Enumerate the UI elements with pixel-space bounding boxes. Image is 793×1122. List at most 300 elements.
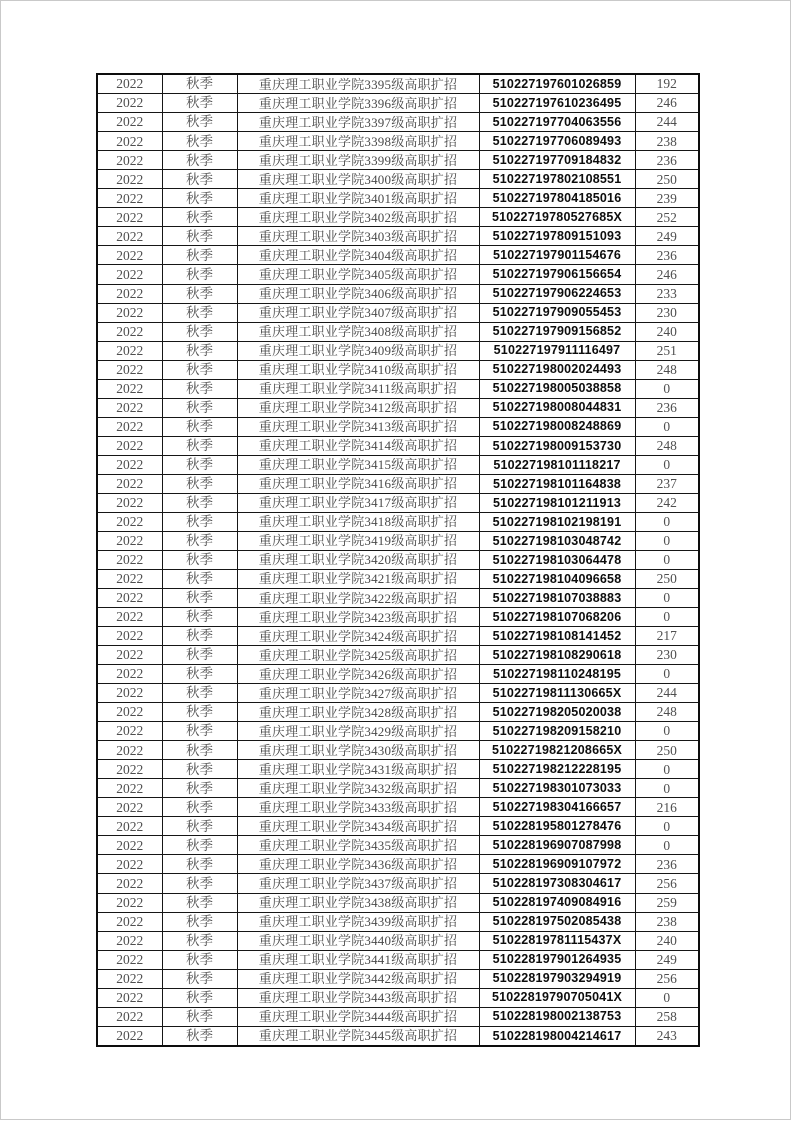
class-name-cell: 重庆理工职业学院3399级高职扩招 — [237, 151, 479, 170]
id-number-cell: 510228197903294919 — [479, 969, 635, 988]
id-number-cell: 510227198002024493 — [479, 360, 635, 379]
id-number-cell: 510227198101211913 — [479, 493, 635, 512]
season-cell: 秋季 — [162, 208, 237, 227]
class-name-cell: 重庆理工职业学院3435级高职扩招 — [237, 836, 479, 855]
id-number-cell: 510227197911116497 — [479, 341, 635, 360]
table-row — [97, 836, 699, 855]
score-cell: 0 — [635, 760, 699, 779]
score-cell: 0 — [635, 379, 699, 398]
id-number-cell: 510227197909156852 — [479, 322, 635, 341]
table-row — [97, 931, 699, 950]
season-cell: 秋季 — [162, 531, 237, 550]
id-number-cell: 510228197502085438 — [479, 912, 635, 931]
table-row — [97, 246, 699, 265]
year-cell: 2022 — [97, 474, 162, 493]
year-cell: 2022 — [97, 493, 162, 512]
year-cell: 2022 — [97, 684, 162, 703]
score-cell: 236 — [635, 855, 699, 874]
season-cell: 秋季 — [162, 360, 237, 379]
score-cell: 249 — [635, 227, 699, 246]
table-row — [97, 646, 699, 665]
table-row — [97, 132, 699, 151]
season-cell: 秋季 — [162, 950, 237, 969]
score-cell: 0 — [635, 417, 699, 436]
class-name-cell: 重庆理工职业学院3412级高职扩招 — [237, 398, 479, 417]
id-number-cell: 510227198101164838 — [479, 474, 635, 493]
season-cell: 秋季 — [162, 151, 237, 170]
year-cell: 2022 — [97, 436, 162, 455]
table-row — [97, 741, 699, 760]
score-cell: 246 — [635, 94, 699, 113]
season-cell: 秋季 — [162, 779, 237, 798]
year-cell: 2022 — [97, 950, 162, 969]
score-cell: 236 — [635, 246, 699, 265]
class-name-cell: 重庆理工职业学院3421级高职扩招 — [237, 569, 479, 588]
id-number-cell: 510228198002138753 — [479, 1007, 635, 1026]
id-number-cell: 510227198212228195 — [479, 760, 635, 779]
score-cell: 230 — [635, 646, 699, 665]
year-cell: 2022 — [97, 531, 162, 550]
score-cell: 256 — [635, 874, 699, 893]
season-cell: 秋季 — [162, 550, 237, 569]
class-name-cell: 重庆理工职业学院3422级高职扩招 — [237, 589, 479, 608]
season-cell: 秋季 — [162, 646, 237, 665]
class-name-cell: 重庆理工职业学院3416级高职扩招 — [237, 474, 479, 493]
season-cell: 秋季 — [162, 988, 237, 1007]
score-cell: 0 — [635, 836, 699, 855]
score-cell: 248 — [635, 360, 699, 379]
id-number-cell: 510227197906224653 — [479, 284, 635, 303]
score-cell: 0 — [635, 665, 699, 684]
score-cell: 248 — [635, 436, 699, 455]
year-cell: 2022 — [97, 1026, 162, 1046]
score-cell: 244 — [635, 684, 699, 703]
table-row — [97, 493, 699, 512]
table-row — [97, 817, 699, 836]
table-row — [97, 208, 699, 227]
score-cell: 246 — [635, 265, 699, 284]
season-cell: 秋季 — [162, 912, 237, 931]
class-name-cell: 重庆理工职业学院3444级高职扩招 — [237, 1007, 479, 1026]
table-row — [97, 303, 699, 322]
season-cell: 秋季 — [162, 265, 237, 284]
score-cell: 0 — [635, 455, 699, 474]
season-cell: 秋季 — [162, 722, 237, 741]
score-cell: 233 — [635, 284, 699, 303]
score-cell: 0 — [635, 608, 699, 627]
table-row — [97, 360, 699, 379]
score-cell: 240 — [635, 931, 699, 950]
score-cell: 248 — [635, 703, 699, 722]
table-row — [97, 722, 699, 741]
season-cell: 秋季 — [162, 132, 237, 151]
season-cell: 秋季 — [162, 608, 237, 627]
year-cell: 2022 — [97, 208, 162, 227]
id-number-cell: 510227197704063556 — [479, 113, 635, 132]
id-number-cell: 510228196909107972 — [479, 855, 635, 874]
season-cell: 秋季 — [162, 170, 237, 189]
results-table — [96, 73, 700, 1047]
season-cell: 秋季 — [162, 303, 237, 322]
table-row — [97, 684, 699, 703]
year-cell: 2022 — [97, 836, 162, 855]
table-row — [97, 512, 699, 531]
table-row — [97, 227, 699, 246]
class-name-cell: 重庆理工职业学院3417级高职扩招 — [237, 493, 479, 512]
class-name-cell: 重庆理工职业学院3398级高职扩招 — [237, 132, 479, 151]
score-cell: 256 — [635, 969, 699, 988]
table-row — [97, 969, 699, 988]
year-cell: 2022 — [97, 779, 162, 798]
id-number-cell: 510227198108290618 — [479, 646, 635, 665]
id-number-cell: 510227197610236495 — [479, 94, 635, 113]
score-cell: 0 — [635, 589, 699, 608]
season-cell: 秋季 — [162, 703, 237, 722]
season-cell: 秋季 — [162, 284, 237, 303]
score-cell: 251 — [635, 341, 699, 360]
season-cell: 秋季 — [162, 227, 237, 246]
season-cell: 秋季 — [162, 589, 237, 608]
results-table-body — [97, 74, 699, 1046]
season-cell: 秋季 — [162, 931, 237, 950]
year-cell: 2022 — [97, 722, 162, 741]
table-row — [97, 265, 699, 284]
year-cell: 2022 — [97, 817, 162, 836]
table-row — [97, 1026, 699, 1046]
year-cell: 2022 — [97, 341, 162, 360]
table-row — [97, 779, 699, 798]
class-name-cell: 重庆理工职业学院3431级高职扩招 — [237, 760, 479, 779]
id-number-cell: 510227198103064478 — [479, 550, 635, 569]
year-cell: 2022 — [97, 855, 162, 874]
year-cell: 2022 — [97, 988, 162, 1007]
year-cell: 2022 — [97, 589, 162, 608]
table-row — [97, 703, 699, 722]
id-number-cell: 510227198205020038 — [479, 703, 635, 722]
id-number-cell: 510227197802108551 — [479, 170, 635, 189]
year-cell: 2022 — [97, 417, 162, 436]
class-name-cell: 重庆理工职业学院3427级高职扩招 — [237, 684, 479, 703]
table-row — [97, 608, 699, 627]
year-cell: 2022 — [97, 931, 162, 950]
table-row — [97, 113, 699, 132]
score-cell: 216 — [635, 798, 699, 817]
id-number-cell: 51022819781115437X — [479, 931, 635, 950]
id-number-cell: 510227198304166657 — [479, 798, 635, 817]
season-cell: 秋季 — [162, 855, 237, 874]
score-cell: 0 — [635, 550, 699, 569]
table-row — [97, 874, 699, 893]
class-name-cell: 重庆理工职业学院3401级高职扩招 — [237, 189, 479, 208]
class-name-cell: 重庆理工职业学院3425级高职扩招 — [237, 646, 479, 665]
id-number-cell: 510227198209158210 — [479, 722, 635, 741]
table-row — [97, 550, 699, 569]
year-cell: 2022 — [97, 912, 162, 931]
score-cell: 259 — [635, 893, 699, 912]
id-number-cell: 510227197909055453 — [479, 303, 635, 322]
table-row — [97, 760, 699, 779]
table-row — [97, 74, 699, 94]
class-name-cell: 重庆理工职业学院3418级高职扩招 — [237, 512, 479, 531]
score-cell: 242 — [635, 493, 699, 512]
table-row — [97, 1007, 699, 1026]
year-cell: 2022 — [97, 94, 162, 113]
year-cell: 2022 — [97, 132, 162, 151]
score-cell: 252 — [635, 208, 699, 227]
id-number-cell: 510228197308304617 — [479, 874, 635, 893]
year-cell: 2022 — [97, 284, 162, 303]
season-cell: 秋季 — [162, 893, 237, 912]
table-row — [97, 455, 699, 474]
id-number-cell: 510227198102198191 — [479, 512, 635, 531]
table-row — [97, 189, 699, 208]
table-row — [97, 151, 699, 170]
table-row — [97, 589, 699, 608]
season-cell: 秋季 — [162, 455, 237, 474]
class-name-cell: 重庆理工职业学院3441级高职扩招 — [237, 950, 479, 969]
table-row — [97, 950, 699, 969]
score-cell: 230 — [635, 303, 699, 322]
season-cell: 秋季 — [162, 189, 237, 208]
table-row — [97, 474, 699, 493]
id-number-cell: 51022819790705041X — [479, 988, 635, 1007]
score-cell: 236 — [635, 151, 699, 170]
season-cell: 秋季 — [162, 665, 237, 684]
table-row — [97, 379, 699, 398]
year-cell: 2022 — [97, 151, 162, 170]
class-name-cell: 重庆理工职业学院3411级高职扩招 — [237, 379, 479, 398]
class-name-cell: 重庆理工职业学院3439级高职扩招 — [237, 912, 479, 931]
id-number-cell: 510227198301073033 — [479, 779, 635, 798]
id-number-cell: 510227197601026859 — [479, 74, 635, 94]
id-number-cell: 510228197409084916 — [479, 893, 635, 912]
class-name-cell: 重庆理工职业学院3436级高职扩招 — [237, 855, 479, 874]
table-row — [97, 170, 699, 189]
table-row — [97, 417, 699, 436]
score-cell: 239 — [635, 189, 699, 208]
year-cell: 2022 — [97, 550, 162, 569]
table-row — [97, 94, 699, 113]
class-name-cell: 重庆理工职业学院3443级高职扩招 — [237, 988, 479, 1007]
class-name-cell: 重庆理工职业学院3414级高职扩招 — [237, 436, 479, 455]
score-cell: 0 — [635, 779, 699, 798]
id-number-cell: 51022719780527685X — [479, 208, 635, 227]
id-number-cell: 510227197809151093 — [479, 227, 635, 246]
season-cell: 秋季 — [162, 1026, 237, 1046]
season-cell: 秋季 — [162, 1007, 237, 1026]
season-cell: 秋季 — [162, 322, 237, 341]
class-name-cell: 重庆理工职业学院3430级高职扩招 — [237, 741, 479, 760]
year-cell: 2022 — [97, 760, 162, 779]
id-number-cell: 510227197706089493 — [479, 132, 635, 151]
class-name-cell: 重庆理工职业学院3400级高职扩招 — [237, 170, 479, 189]
class-name-cell: 重庆理工职业学院3402级高职扩招 — [237, 208, 479, 227]
season-cell: 秋季 — [162, 398, 237, 417]
id-number-cell: 51022719811130665X — [479, 684, 635, 703]
class-name-cell: 重庆理工职业学院3432级高职扩招 — [237, 779, 479, 798]
year-cell: 2022 — [97, 170, 162, 189]
class-name-cell: 重庆理工职业学院3403级高职扩招 — [237, 227, 479, 246]
score-cell: 250 — [635, 170, 699, 189]
season-cell: 秋季 — [162, 969, 237, 988]
season-cell: 秋季 — [162, 246, 237, 265]
class-name-cell: 重庆理工职业学院3433级高职扩招 — [237, 798, 479, 817]
class-name-cell: 重庆理工职业学院3428级高职扩招 — [237, 703, 479, 722]
class-name-cell: 重庆理工职业学院3420级高职扩招 — [237, 550, 479, 569]
id-number-cell: 510227198107068206 — [479, 608, 635, 627]
score-cell: 0 — [635, 988, 699, 1007]
season-cell: 秋季 — [162, 113, 237, 132]
class-name-cell: 重庆理工职业学院3396级高职扩招 — [237, 94, 479, 113]
id-number-cell: 510227198110248195 — [479, 665, 635, 684]
year-cell: 2022 — [97, 455, 162, 474]
class-name-cell: 重庆理工职业学院3429级高职扩招 — [237, 722, 479, 741]
table-row — [97, 322, 699, 341]
id-number-cell: 510227197709184832 — [479, 151, 635, 170]
id-number-cell: 510228197901264935 — [479, 950, 635, 969]
class-name-cell: 重庆理工职业学院3413级高职扩招 — [237, 417, 479, 436]
table-row — [97, 855, 699, 874]
year-cell: 2022 — [97, 646, 162, 665]
score-cell: 238 — [635, 132, 699, 151]
class-name-cell: 重庆理工职业学院3423级高职扩招 — [237, 608, 479, 627]
class-name-cell: 重庆理工职业学院3409级高职扩招 — [237, 341, 479, 360]
class-name-cell: 重庆理工职业学院3397级高职扩招 — [237, 113, 479, 132]
season-cell: 秋季 — [162, 341, 237, 360]
table-row — [97, 988, 699, 1007]
score-cell: 250 — [635, 569, 699, 588]
season-cell: 秋季 — [162, 436, 237, 455]
season-cell: 秋季 — [162, 684, 237, 703]
class-name-cell: 重庆理工职业学院3415级高职扩招 — [237, 455, 479, 474]
class-name-cell: 重庆理工职业学院3434级高职扩招 — [237, 817, 479, 836]
class-name-cell: 重庆理工职业学院3410级高职扩招 — [237, 360, 479, 379]
id-number-cell: 510227197906156654 — [479, 265, 635, 284]
class-name-cell: 重庆理工职业学院3408级高职扩招 — [237, 322, 479, 341]
year-cell: 2022 — [97, 398, 162, 417]
class-name-cell: 重庆理工职业学院3419级高职扩招 — [237, 531, 479, 550]
year-cell: 2022 — [97, 741, 162, 760]
year-cell: 2022 — [97, 703, 162, 722]
season-cell: 秋季 — [162, 760, 237, 779]
class-name-cell: 重庆理工职业学院3407级高职扩招 — [237, 303, 479, 322]
year-cell: 2022 — [97, 1007, 162, 1026]
season-cell: 秋季 — [162, 798, 237, 817]
year-cell: 2022 — [97, 360, 162, 379]
year-cell: 2022 — [97, 246, 162, 265]
id-number-cell: 510227198107038883 — [479, 589, 635, 608]
table-row — [97, 531, 699, 550]
score-cell: 240 — [635, 322, 699, 341]
season-cell: 秋季 — [162, 417, 237, 436]
id-number-cell: 510227198101118217 — [479, 455, 635, 474]
season-cell: 秋季 — [162, 741, 237, 760]
class-name-cell: 重庆理工职业学院3440级高职扩招 — [237, 931, 479, 950]
id-number-cell: 510227198103048742 — [479, 531, 635, 550]
year-cell: 2022 — [97, 322, 162, 341]
table-row — [97, 398, 699, 417]
class-name-cell: 重庆理工职业学院3438级高职扩招 — [237, 893, 479, 912]
year-cell: 2022 — [97, 969, 162, 988]
id-number-cell: 510227198008044831 — [479, 398, 635, 417]
table-row — [97, 665, 699, 684]
year-cell: 2022 — [97, 512, 162, 531]
score-cell: 244 — [635, 113, 699, 132]
table-row — [97, 284, 699, 303]
year-cell: 2022 — [97, 379, 162, 398]
class-name-cell: 重庆理工职业学院3442级高职扩招 — [237, 969, 479, 988]
score-cell: 237 — [635, 474, 699, 493]
season-cell: 秋季 — [162, 512, 237, 531]
id-number-cell: 510228196907087998 — [479, 836, 635, 855]
class-name-cell: 重庆理工职业学院3424级高职扩招 — [237, 627, 479, 646]
year-cell: 2022 — [97, 874, 162, 893]
year-cell: 2022 — [97, 627, 162, 646]
class-name-cell: 重庆理工职业学院3404级高职扩招 — [237, 246, 479, 265]
season-cell: 秋季 — [162, 817, 237, 836]
table-row — [97, 893, 699, 912]
table-row — [97, 436, 699, 455]
score-cell: 249 — [635, 950, 699, 969]
score-cell: 0 — [635, 722, 699, 741]
table-row — [97, 627, 699, 646]
year-cell: 2022 — [97, 608, 162, 627]
id-number-cell: 510228195801278476 — [479, 817, 635, 836]
class-name-cell: 重庆理工职业学院3405级高职扩招 — [237, 265, 479, 284]
score-cell: 258 — [635, 1007, 699, 1026]
score-cell: 238 — [635, 912, 699, 931]
year-cell: 2022 — [97, 893, 162, 912]
class-name-cell: 重庆理工职业学院3445级高职扩招 — [237, 1026, 479, 1046]
id-number-cell: 510227198008248869 — [479, 417, 635, 436]
id-number-cell: 510227197804185016 — [479, 189, 635, 208]
season-cell: 秋季 — [162, 74, 237, 94]
score-cell: 0 — [635, 817, 699, 836]
class-name-cell: 重庆理工职业学院3426级高职扩招 — [237, 665, 479, 684]
class-name-cell: 重庆理工职业学院3395级高职扩招 — [237, 74, 479, 94]
table-row — [97, 798, 699, 817]
year-cell: 2022 — [97, 265, 162, 284]
year-cell: 2022 — [97, 569, 162, 588]
class-name-cell: 重庆理工职业学院3437级高职扩招 — [237, 874, 479, 893]
score-cell: 0 — [635, 531, 699, 550]
season-cell: 秋季 — [162, 874, 237, 893]
year-cell: 2022 — [97, 798, 162, 817]
year-cell: 2022 — [97, 303, 162, 322]
table-row — [97, 341, 699, 360]
year-cell: 2022 — [97, 665, 162, 684]
year-cell: 2022 — [97, 227, 162, 246]
season-cell: 秋季 — [162, 627, 237, 646]
table-row — [97, 569, 699, 588]
score-cell: 243 — [635, 1026, 699, 1046]
score-cell: 192 — [635, 74, 699, 94]
season-cell: 秋季 — [162, 474, 237, 493]
score-cell: 236 — [635, 398, 699, 417]
score-cell: 0 — [635, 512, 699, 531]
id-number-cell: 51022719821208665X — [479, 741, 635, 760]
id-number-cell: 510227198009153730 — [479, 436, 635, 455]
table-row — [97, 912, 699, 931]
season-cell: 秋季 — [162, 379, 237, 398]
season-cell: 秋季 — [162, 836, 237, 855]
score-cell: 217 — [635, 627, 699, 646]
year-cell: 2022 — [97, 74, 162, 94]
year-cell: 2022 — [97, 189, 162, 208]
id-number-cell: 510228198004214617 — [479, 1026, 635, 1046]
id-number-cell: 510227197901154676 — [479, 246, 635, 265]
class-name-cell: 重庆理工职业学院3406级高职扩招 — [237, 284, 479, 303]
